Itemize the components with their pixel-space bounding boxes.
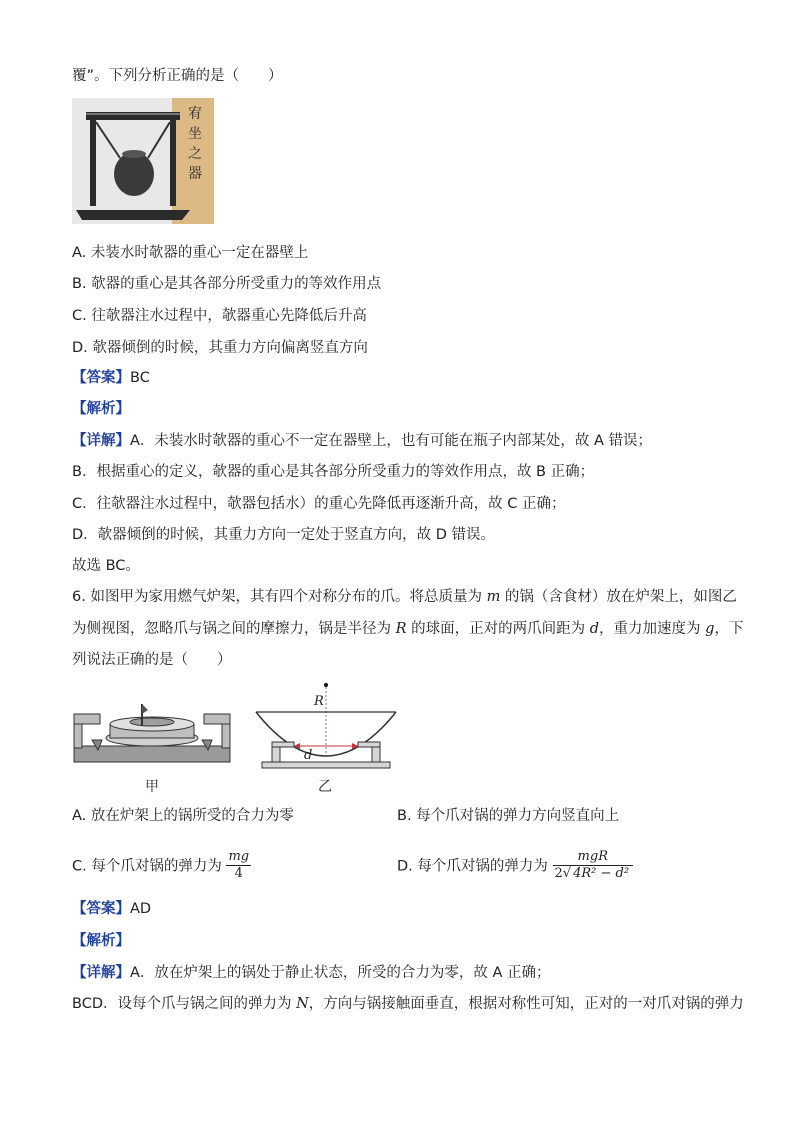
detail-line: C．往欹器注水过程中，欹器包括水）的重心先降低再逐渐升高，故 C 正确； [72,496,566,512]
analysis-heading [72,399,130,419]
den-coefficient: 2 [554,866,563,881]
option-c: C. 往欹器注水过程中，欹器重心先降低后升高 [72,308,367,324]
qiqi-photo [72,98,214,224]
caption-jia: 甲 [145,779,159,795]
fraction-denominator: 2√ 4R² − d² [554,866,630,881]
fraction-mgR [553,849,634,882]
answer-line [72,899,151,919]
q6-text: ，重力加速度为 [599,621,706,637]
q6-text: 6. 如图甲为家用燃气炉架，其有四个对称分布的爪。将总质量为 [72,589,487,605]
question-6-line [72,619,743,639]
detail-text: A．放在炉架上的锅处于静止状态，所受的合力为零，故 A 正确； [130,965,551,981]
text-line: 覆”。下列分析正确的是（ ） [72,68,283,84]
caption-yi: 乙 [318,779,332,795]
detail-tag: 【详解】 [72,433,130,449]
fraction-numerator: mg [228,849,250,864]
q6-option-d-text: D. 每个爪对锅的弹力为 [397,858,548,875]
option-a: A. 未装水时欹器的重心一定在器壁上 [72,245,309,261]
q6-text: 的锅（含食材）放在炉架上，如图乙 [500,589,737,605]
detail-text: ，方向与锅接触面垂直，根据对称性可知，正对的一对爪对锅的弹力 [308,996,744,1012]
label-R: R [314,694,324,709]
var-m: m [486,589,501,605]
label-d: d [304,748,313,763]
radicand: 4R² − d² [573,866,630,881]
answer-value: BC [130,370,150,386]
answer-tag: 【答案】 [72,901,130,917]
fraction-denominator: 4 [234,866,243,881]
q6-option-c [72,850,251,883]
q6-option-c-text: C. 每个爪对锅的弹力为 [72,858,222,875]
q6-text: 为侧视图，忽略爪与锅之间的摩擦力，锅是半径为 [72,621,396,637]
detail-line [72,994,744,1014]
figure-jia [72,696,232,774]
detail-line: 故选 BC。 [72,558,140,574]
q6-text: 的球面，正对的两爪间距为 [406,621,590,637]
option-b: B. 欹器的重心是其各部分所受重力的等效作用点 [72,276,382,292]
detail-line: B．根据重心的定义，欹器的重心是其各部分所受重力的等效作用点，故 B 正确； [72,464,595,480]
detail-text: BCD．设每个爪与锅之间的弹力为 [72,996,297,1012]
answer-value: AD [130,901,152,917]
analysis-tag: 【解析】 [72,933,130,949]
photo-caption: 宥坐之器 [188,106,202,182]
q6-option-b: B. 每个爪对锅的弹力方向竖直向上 [397,808,620,824]
detail-line [72,963,551,983]
answer-line [72,368,150,388]
question-6-line: 列说法正确的是（ ） [72,652,232,668]
analysis-tag: 【解析】 [72,401,130,417]
detail-line: D．欹器倾倒的时候，其重力方向一定处于竖直方向，故 D 错误。 [72,527,496,543]
detail-line [72,431,652,451]
detail-tag: 【详解】 [72,965,130,981]
var-R: R [395,621,407,637]
var-N: N [296,996,309,1012]
var-d: d [589,621,600,637]
fraction-numerator: mgR [553,849,634,866]
q6-text: ，下 [714,621,744,637]
fraction-mg-4 [226,849,251,882]
figure-yi [254,680,398,776]
var-g: g [705,621,715,637]
q6-option-a: A. 放在炉架上的锅所受的合力为零 [72,808,294,824]
option-d: D. 欹器倾倒的时候，其重力方向偏离竖直方向 [72,340,368,356]
analysis-heading [72,931,130,951]
answer-tag: 【答案】 [72,370,130,386]
detail-text: A．未装水时欹器的重心不一定在器壁上，也有可能在瓶子内部某处，故 A 错误； [130,433,653,449]
question-6-line [72,587,737,607]
q6-option-d [397,850,633,883]
